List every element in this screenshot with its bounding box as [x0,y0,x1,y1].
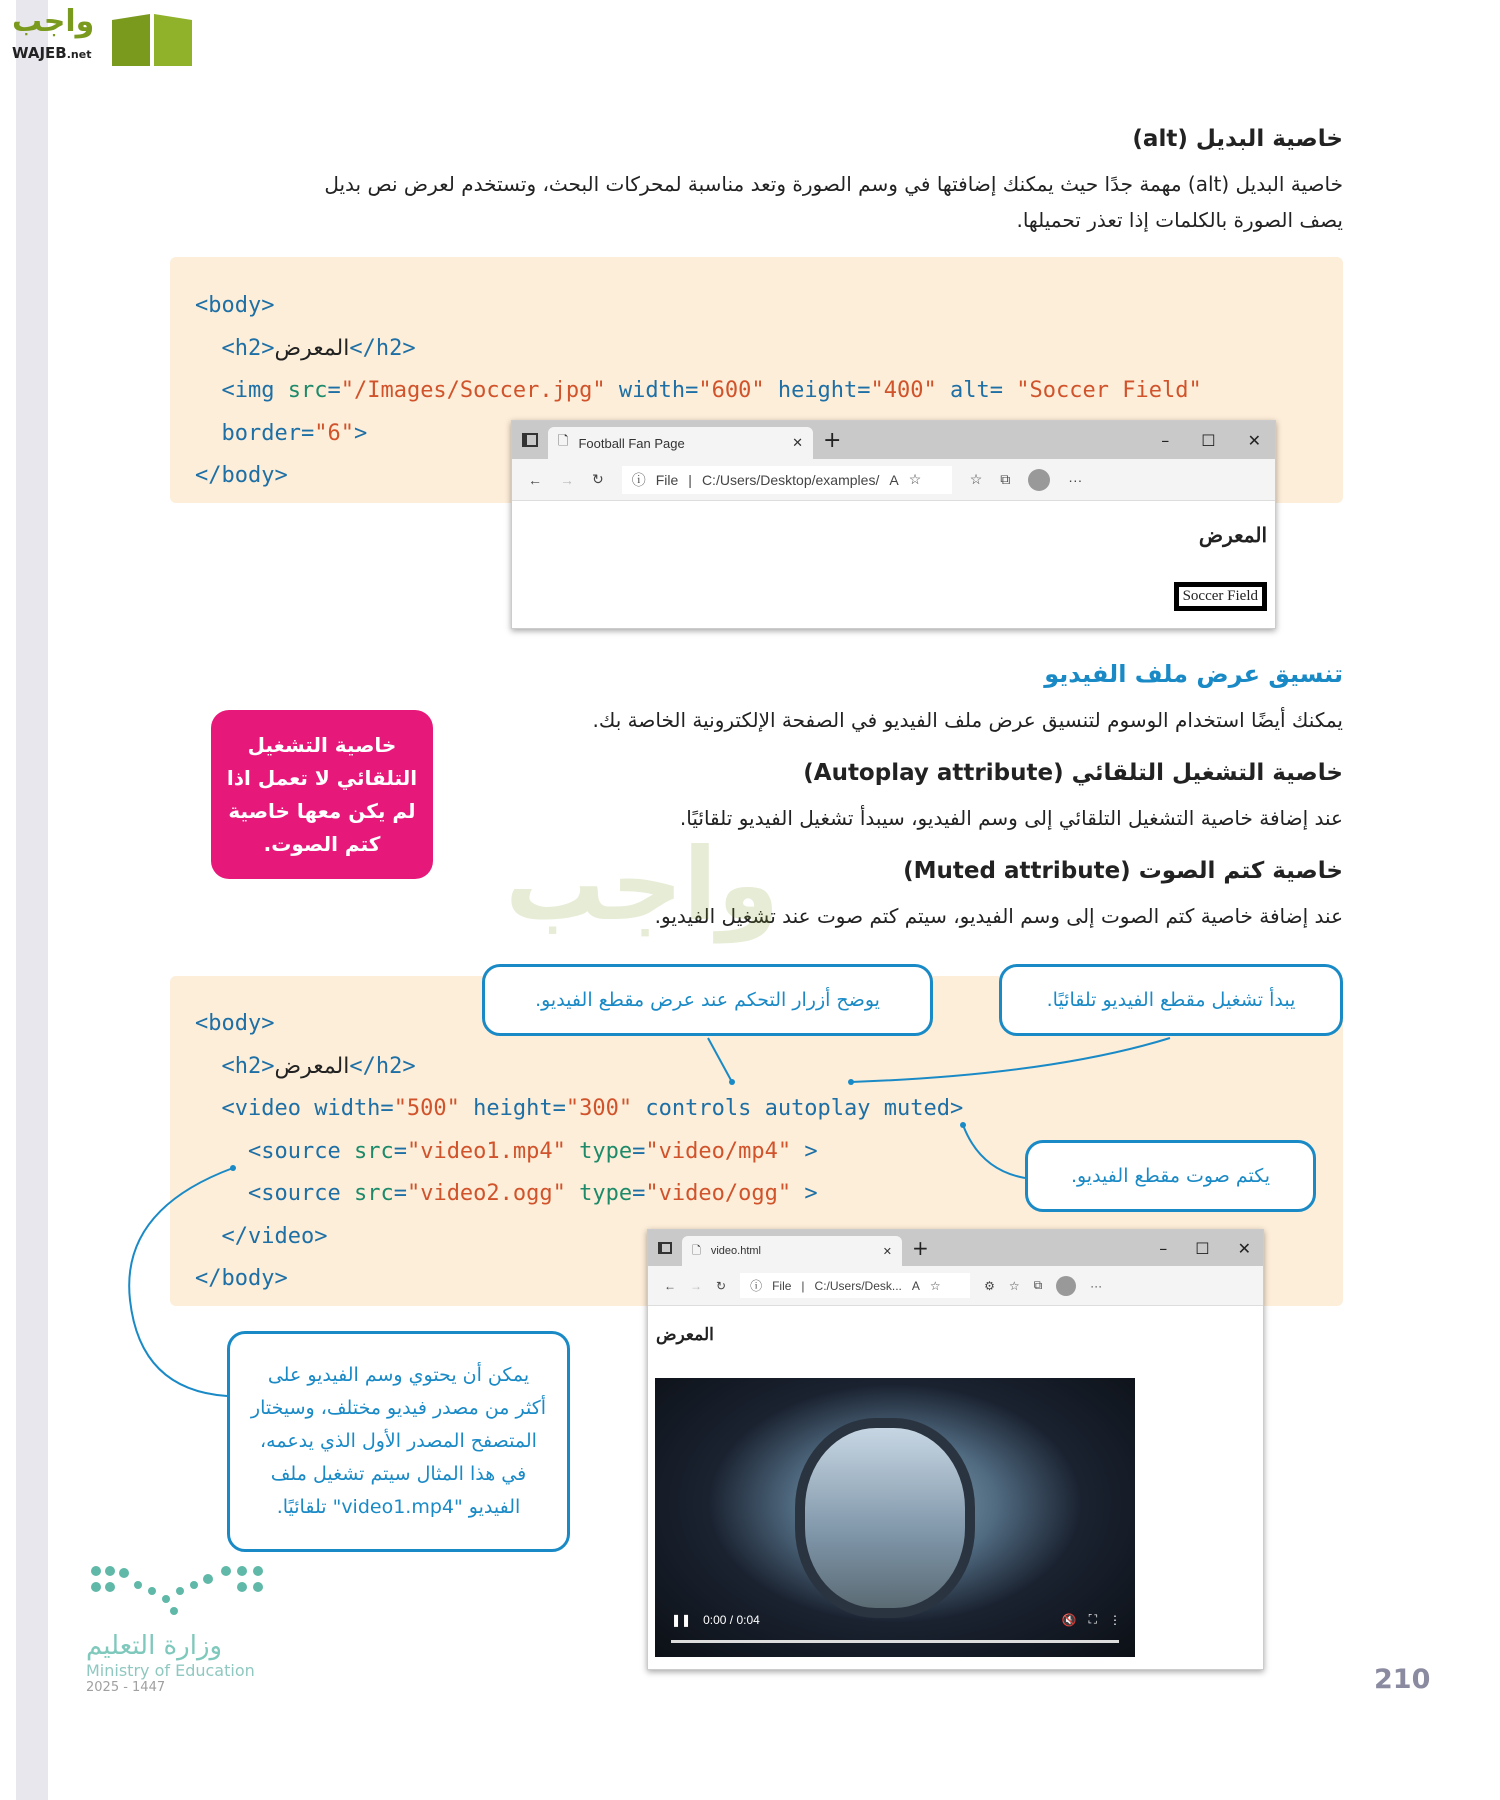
tab-title: video.html [710,1245,761,1257]
code-token-attr: type [579,1138,633,1164]
code-token-attr: type [579,1181,633,1206]
url-text: C:/Users/Desktop/examples/ [701,471,880,488]
refresh-icon[interactable]: ↻ [592,471,604,487]
fullscreen-icon[interactable]: ⛶ [1088,1612,1097,1626]
profile-avatar[interactable] [1056,1276,1076,1296]
ministry-year: 2025 - 1447 [86,1680,166,1695]
code-token-val: "video/mp4" [645,1138,792,1164]
autoplay-heading: خاصية التشغيل التلقائي (Autoplay attribute) [803,760,1343,786]
url-prefix: File [655,471,679,488]
page-icon: 🗋 [692,1244,701,1257]
code-token-tag: <body> [195,1011,275,1036]
ministry-arabic: وزارة التعليم [86,1631,223,1661]
code-token-tag: </body> [195,463,288,488]
code-token-tag: </h2> [349,1053,416,1079]
refresh-icon[interactable]: ↻ [716,1278,727,1293]
favorites-icon[interactable]: ☆ [1008,1278,1020,1293]
url-prefix: File [772,1278,792,1293]
logo-arabic: واجب [12,4,95,39]
code-token-val: "video1.mp4" [406,1138,566,1164]
code-token-val: "Soccer Field" [1016,378,1202,403]
forward-icon[interactable]: → [690,1278,702,1293]
tab-actions-icon[interactable] [658,1242,672,1254]
code-token-tag: border= [195,420,315,446]
info-icon: ⓘ [750,1279,763,1293]
code-token-tag: <source [195,1181,354,1206]
code-token-val: "500" [393,1096,460,1121]
close-tab-icon[interactable]: ✕ [792,435,803,450]
new-tab-icon[interactable]: + [823,427,842,453]
code-token-tag: height= [764,378,871,403]
code-token-tag: width= [605,378,699,403]
address-bar[interactable]: ⓘ File | C:/Users/Desk... A ☆ [740,1273,970,1298]
more-icon[interactable]: ··· [1090,1278,1103,1293]
code-token-txt: المعرض [274,1053,350,1079]
ministry-logo [86,1561,276,1695]
code-token-tag: > [791,1138,818,1164]
url-text: C:/Users/Desk... [814,1278,902,1293]
maximize-icon[interactable]: ☐ [1195,1238,1210,1258]
code-token-tag: </video> [195,1223,328,1249]
code-token-tag: height= [459,1096,566,1121]
code-token-tag: <body> [195,293,275,318]
forward-icon[interactable]: → [560,471,574,488]
page-heading: المعرض [656,1325,714,1345]
logo-latin: WAJEB [12,44,67,62]
pause-icon[interactable]: ❚❚ [671,1612,692,1627]
ministry-english: Ministry of Education [86,1661,255,1680]
new-tab-icon[interactable]: + [912,1236,929,1260]
code-token-tag: = [393,1138,407,1164]
code-token-tag: </h2> [349,335,416,361]
video-frame-window [795,1418,975,1618]
favorite-icon[interactable]: ☆ [908,471,922,487]
code-token-tag: > [791,1181,818,1206]
collections-icon[interactable]: ⧉ [1000,471,1011,487]
code-token-txt: المعرض [274,335,350,361]
page-icon: 🗋 [558,433,569,448]
video-progress-bar[interactable] [671,1640,1119,1643]
code-token-tag: <video width= [195,1096,394,1121]
code-token-tag: = [327,378,341,403]
close-window-icon[interactable]: ✕ [1237,1238,1251,1258]
minimize-icon[interactable]: – [1159,1238,1168,1258]
code-token-val: "video/ogg" [645,1181,792,1206]
callout-muted: يكتم صوت مقطع الفيديو. [1025,1140,1316,1212]
broken-image-alt: Soccer Field [1174,582,1267,611]
code-token-val: "600" [698,378,765,403]
page-number: 210 [1374,1664,1431,1695]
tab-video-html[interactable] [682,1236,902,1266]
video-heading: تنسيق عرض ملف الفيديو [1044,660,1343,688]
code-token-attr: src [353,1138,394,1164]
alt-paragraph-1: خاصية البديل (alt) مهمة جدًا حيث يمكنك إضافتها في وسم الصورة وتعد مناسبة لمحركات البحث، وتستخدم لعرض نص بديل [324,172,1343,196]
favorites-icon[interactable]: ☆ [969,471,983,487]
address-bar[interactable]: ⓘ File | C:/Users/Desktop/examples/ A ☆ [622,466,952,494]
code-token-val: "video2.ogg" [406,1181,566,1206]
code-token-tag: alt= [936,378,1017,403]
code-token-tag: = [632,1138,646,1164]
code-token-attr: src [353,1181,394,1206]
code-token-tag: = [393,1181,407,1206]
video-time: 0:00 / 0:04 [703,1612,760,1627]
read-aloud-icon[interactable]: A [911,1278,920,1293]
video-intro: يمكنك أيضًا استخدام الوسوم لتنسيق عرض ملف الفيديو في الصفحة الإلكترونية الخاصة بك. [592,708,1343,732]
extensions-icon[interactable]: ⚙ [984,1278,995,1293]
back-icon[interactable]: ← [664,1278,676,1293]
code-token-tag: controls autoplay muted> [632,1096,964,1121]
code-token-tag: <source [195,1138,354,1164]
close-window-icon[interactable]: ✕ [1247,430,1261,450]
callout-sources: يمكن أن يحتوي وسم الفيديو على أكثر من مصدر فيديو مختلف، وسيختار المتصفح المصدر الأول الذي يدعمه، في هذا المثال سيتم تشغيل ملف الفيديو "video1.mp4" تلقائيًا. [227,1331,570,1552]
alt-paragraph-2: يصف الصورة بالكلمات إذا تعذر تحميلها. [1016,208,1343,232]
code-token-val: "300" [565,1096,633,1121]
video-player[interactable] [655,1378,1135,1657]
autoplay-paragraph: عند إضافة خاصية التشغيل التلقائي إلى وسم الفيديو، سيبدأ تشغيل الفيديو تلقائيًا. [679,806,1343,830]
code-token-tag: </body> [195,1266,288,1291]
callout-controls: يوضح أزرار التحكم عند عرض مقطع الفيديو. [482,964,933,1036]
page-heading: المعرض [1198,523,1267,547]
code-token-val: "/Images/Soccer.jpg" [340,378,606,403]
code-token-tag: <h2> [195,335,275,361]
tab-title: Football Fan Page [578,435,685,451]
close-tab-icon[interactable]: ✕ [882,1245,892,1258]
muted-heading: خاصية كتم الصوت (Muted attribute) [903,858,1343,884]
collections-icon[interactable]: ⧉ [1033,1278,1043,1292]
more-options-icon[interactable]: ⋮ [1109,1612,1121,1627]
note-box: خاصية التشغيل التلقائي لا تعمل اذا لم يكن معها خاصية كتم الصوت. [211,710,433,879]
logo-suffix: .net [66,48,92,61]
ministry-dots-icon [86,1561,270,1621]
code-token-tag: <img [195,378,288,403]
info-icon: ⓘ [631,471,646,488]
callout-autoplay: يبدأ تشغيل مقطع الفيديو تلقائيًا. [999,964,1343,1036]
alt-heading: خاصية البديل (alt) [1132,126,1343,152]
maximize-icon[interactable]: ☐ [1201,430,1216,450]
browser-window-video [647,1229,1264,1670]
code-token-val: "6" [314,420,354,446]
favorite-icon[interactable]: ☆ [929,1278,941,1293]
mute-icon[interactable]: 🔇 [1061,1612,1077,1627]
back-icon[interactable]: ← [528,471,542,488]
code-token-attr: src [287,378,328,403]
watermark: واجب [505,826,780,943]
code-token-val: "400" [870,378,937,403]
muted-paragraph: عند إضافة خاصية كتم الصوت إلى وسم الفيديو، سيتم كتم صوت عند تشغيل الفيديو. [654,904,1343,928]
code-token-tag: = [632,1181,646,1206]
code-token-tag: > [353,420,368,446]
code-token-tag: <h2> [195,1053,275,1079]
minimize-icon[interactable]: – [1161,430,1170,450]
more-icon[interactable]: ··· [1068,471,1083,488]
read-aloud-icon[interactable]: A [889,471,899,488]
